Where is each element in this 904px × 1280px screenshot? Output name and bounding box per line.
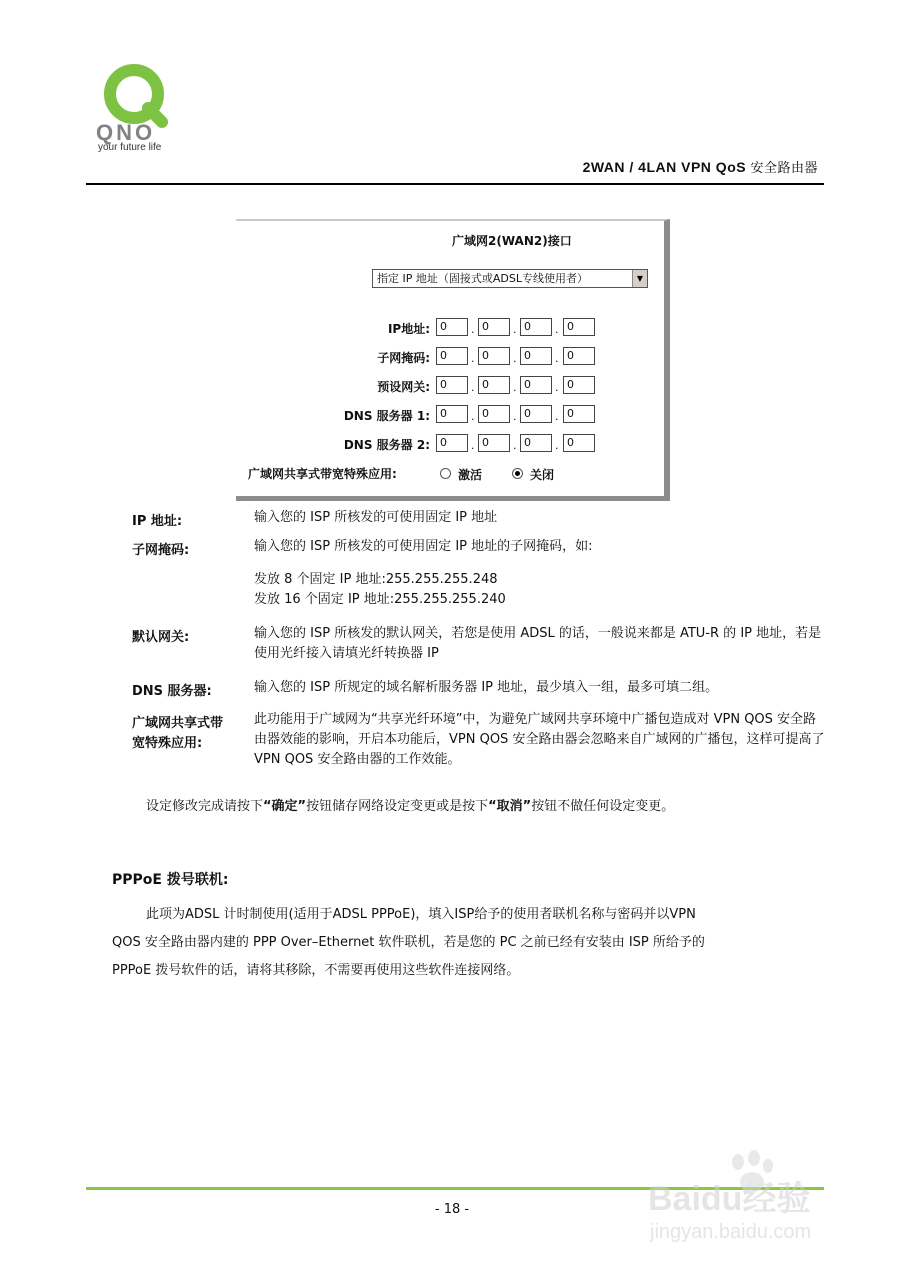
octet-separator: . (471, 323, 475, 336)
desc-bandwidth: 此功能用于广域网为“共享光纤环境”中，为避免广域网共享环境中广播包造成对 VPN QOS 安全路由器效能的影响，开启本功能后，VPN QOS 安全路由器会忽略来自广域网的广播包，这样可提高了 VPN QOS 安全路由器的工作效能。 (254, 712, 825, 767)
save-note-part2: 按钮储存网络设定变更或是按下 (306, 799, 489, 814)
ip-address-octet-4[interactable]: 0 (563, 318, 595, 336)
pppoe-section-title: PPPoE 拨号联机: (112, 872, 229, 888)
bandwidth-special-label: 广域网共享式带宽特殊应用: (248, 467, 397, 481)
ip-address-octet-3[interactable]: 0 (520, 318, 552, 336)
gateway-octet-4[interactable]: 0 (563, 376, 595, 394)
term-bandwidth-line1: 广域网共享式带 (132, 716, 224, 731)
ip-address-octet-1[interactable]: 0 (436, 318, 468, 336)
octet-separator: . (555, 323, 559, 336)
octet-separator: . (471, 352, 475, 365)
octet-separator: . (513, 323, 517, 336)
octet-separator: . (555, 381, 559, 394)
term-default-gateway: 默认网关: (132, 630, 190, 645)
pppoe-para-line1: 此项为ADSL 计时制使用(适用于ADSL PPPoE)，填入ISP给予的使用者联机名称与密码并以VPN (146, 907, 696, 922)
save-note-part1: 设定修改完成请按下 (146, 799, 264, 814)
logo-tagline: your future life (98, 142, 162, 153)
octet-separator: . (471, 410, 475, 423)
octet-separator: . (555, 439, 559, 452)
term-dns-server: DNS 服务器: (132, 684, 212, 699)
ip-address-octet-2[interactable]: 0 (478, 318, 510, 336)
radio-disable[interactable] (512, 468, 523, 479)
panel-title: 广域网2(WAN2)接口 (452, 234, 572, 248)
header-title-en: 2WAN / 4LAN VPN QoS (582, 159, 747, 175)
octet-separator: . (471, 439, 475, 452)
confirm-keyword: “确定” (263, 799, 307, 814)
desc-dns-server: 输入您的 ISP 所规定的域名解析服务器 IP 地址，最少填入一组，最多可填二组。 (254, 680, 719, 695)
gateway-octet-2[interactable]: 0 (478, 376, 510, 394)
save-note (146, 797, 674, 817)
octet-separator: . (555, 410, 559, 423)
pppoe-para-line3: PPPoE 拨号软件的话，请将其移除，不需要再使用这些软件连接网络。 (112, 963, 520, 978)
dns2-label: DNS 服务器 2: (343, 438, 430, 452)
gateway-octet-3[interactable]: 0 (520, 376, 552, 394)
dns2-octet-3[interactable]: 0 (520, 434, 552, 452)
gateway-octet-1[interactable]: 0 (436, 376, 468, 394)
subnet-mask-octet-2[interactable]: 0 (478, 347, 510, 365)
radio-enable[interactable] (440, 468, 451, 479)
header-title-cn: 安全路由器 (750, 160, 818, 175)
ip-address-label: IP地址: (387, 322, 430, 336)
octet-separator: . (513, 410, 517, 423)
subnet-example-16: 发放 16 个固定 IP 地址:255.255.255.240 (254, 592, 506, 607)
radio-enable-label[interactable]: 激活 (458, 468, 483, 482)
octet-separator: . (513, 381, 517, 394)
dns1-label: DNS 服务器 1: (343, 409, 430, 423)
subnet-mask-label: 子网掩码: (377, 351, 430, 365)
desc-default-gateway: 输入您的 ISP 所核发的默认网关，若您是使用 ADSL 的话，一般说来都是 ATU-R 的 IP 地址，若是使用光纤接入请填光纤转换器 IP (254, 626, 822, 661)
subnet-example-8: 发放 8 个固定 IP 地址:255.255.255.248 (254, 572, 498, 587)
dns2-octet-2[interactable]: 0 (478, 434, 510, 452)
subnet-mask-octet-1[interactable]: 0 (436, 347, 468, 365)
desc-subnet-mask: 输入您的 ISP 所核发的可使用固定 IP 地址的子网掩码，如: (254, 539, 593, 554)
dns2-octet-4[interactable]: 0 (563, 434, 595, 452)
svg-text:jingyan.baidu.com: jingyan.baidu.com (650, 1221, 812, 1243)
desc-ip-address: 输入您的 ISP 所核发的可使用固定 IP 地址 (254, 510, 498, 525)
svg-text:Baidu经验: Baidu经验 (648, 1180, 811, 1218)
gateway-label: 预设网关: (377, 380, 430, 394)
subnet-mask-octet-4[interactable]: 0 (563, 347, 595, 365)
header-divider (86, 183, 824, 185)
page-number: - 18 - (434, 1202, 470, 1217)
dns1-octet-2[interactable]: 0 (478, 405, 510, 423)
dns1-octet-4[interactable]: 0 (563, 405, 595, 423)
dns2-octet-1[interactable]: 0 (436, 434, 468, 452)
term-bandwidth-line2: 宽特殊应用: (132, 736, 203, 751)
radio-disable-label[interactable]: 关闭 (530, 468, 555, 482)
chevron-down-icon[interactable]: ▼ (632, 270, 647, 287)
dns1-octet-3[interactable]: 0 (520, 405, 552, 423)
save-note-part3: 按钮不做任何设定变更。 (531, 799, 675, 814)
term-ip-address: IP 地址: (132, 514, 183, 529)
octet-separator: . (555, 352, 559, 365)
pppoe-para-line2: QOS 安全路由器内建的 PPP Over–Ethernet 软件联机，若是您的 PC 之前已经有安装由 ISP 所给予的 (112, 935, 705, 950)
document-header-title (583, 157, 818, 176)
svg-text:QNO: QNO (96, 120, 156, 145)
dns1-octet-1[interactable]: 0 (436, 405, 468, 423)
cancel-keyword: “取消” (488, 799, 532, 814)
baidu-watermark (648, 1148, 878, 1248)
octet-separator: . (471, 381, 475, 394)
term-subnet-mask: 子网掩码: (132, 543, 190, 558)
octet-separator: . (513, 439, 517, 452)
ip-mode-select[interactable] (372, 269, 648, 288)
ip-mode-select-value: 指定 IP 地址（固接式或ADSL专线使用者） (377, 272, 588, 285)
subnet-mask-octet-3[interactable]: 0 (520, 347, 552, 365)
octet-separator: . (513, 352, 517, 365)
